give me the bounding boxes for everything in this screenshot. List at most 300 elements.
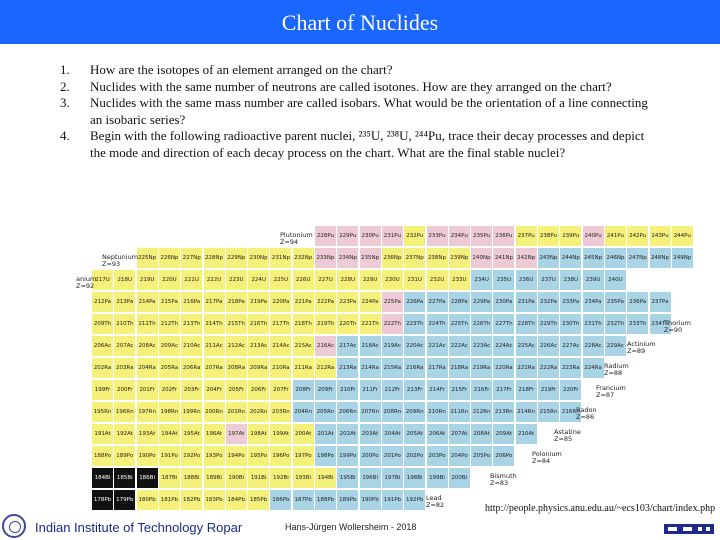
- nuclide-cell-fr-201: 201Fr: [137, 380, 158, 400]
- nuclide-cell-pa-225: 225Pa: [382, 292, 403, 312]
- nuclide-cell-rn-205: 205Rn: [315, 402, 336, 422]
- nuclide-cell-fr-204: 204Fr: [204, 380, 225, 400]
- nuclide-cell-rn-215: 215Rn: [538, 402, 559, 422]
- nuclide-cell-pa-213: 213Pa: [114, 292, 135, 312]
- nuclide-cell-u-218: 218U: [114, 270, 135, 290]
- nuclide-cell-po-190: 190Po: [137, 446, 158, 466]
- nuclide-cell-ra-211: 211Ra: [293, 358, 314, 378]
- nuclide-cell-pu-243: 243Pu: [650, 226, 671, 246]
- nuclide-cell-pu-228: 228Pu: [315, 226, 336, 246]
- nuclide-cell-u-228: 228U: [337, 270, 358, 290]
- nuclide-cell-np-248: 248Np: [650, 248, 671, 268]
- nuclide-cell-at-210: 210At: [516, 424, 537, 444]
- nuclide-cell-th-228: 228Th: [516, 314, 537, 334]
- nuclide-cell-ra-217: 217Ra: [427, 358, 448, 378]
- element-label-line: Z=93: [102, 260, 121, 268]
- nuclide-cell-th-217: 217Th: [270, 314, 291, 334]
- nuclide-cell-pu-242: 242Pu: [627, 226, 648, 246]
- nuclide-cell-bi-185: 185Bi: [114, 468, 135, 488]
- nuclide-cell-ac-210: 210Ac: [181, 336, 202, 356]
- nuclide-cell-pa-234: 234Pa: [583, 292, 604, 312]
- nuclide-cell-bi-186: 186Bi: [137, 468, 158, 488]
- nuclide-cell-pb-185: 185Pb: [248, 490, 269, 510]
- nuclide-cell-ac-215: 215Ac: [293, 336, 314, 356]
- nuclide-cell-th-231: 231Th: [583, 314, 604, 334]
- nuclide-cell-ac-206: 206Ac: [92, 336, 113, 356]
- element-label-line: Francium: [596, 384, 626, 392]
- nuclide-cell-th-232: 232Th: [605, 314, 626, 334]
- nuclide-cell-th-224: 224Th: [427, 314, 448, 334]
- nuclide-cell-np-234: 234Np: [337, 248, 358, 268]
- nuclide-cell-bi-191: 191Bi: [248, 468, 269, 488]
- nuclide-cell-ac-213: 213Ac: [248, 336, 269, 356]
- nuclide-cell-pa-235: 235Pa: [605, 292, 626, 312]
- nuclide-cell-th-222: 222Th: [382, 314, 403, 334]
- nuclide-cell-at-196: 196At: [204, 424, 225, 444]
- nuclide-cell-pb-184: 184Pb: [226, 490, 247, 510]
- question-list: [60, 62, 660, 161]
- element-label-line: anium: [76, 275, 97, 283]
- nuclide-cell-fr-206: 206Fr: [248, 380, 269, 400]
- nuclide-cell-fr-207: 207Fr: [270, 380, 291, 400]
- nuclide-cell-pu-232: 232Pu: [404, 226, 425, 246]
- nuclide-cell-pa-214: 214Pa: [137, 292, 158, 312]
- nuclide-cell-pu-241: 241Pu: [605, 226, 626, 246]
- nuclide-cell-po-198: 198Po: [315, 446, 336, 466]
- nuclide-cell-ra-224: 224Ra: [583, 358, 604, 378]
- nuclide-cell-fr-200: 200Fr: [114, 380, 135, 400]
- nuclide-cell-rn-210: 210Rn: [427, 402, 448, 422]
- nuclide-cell-np-236: 236Np: [382, 248, 403, 268]
- nuclide-cell-po-188: 188Po: [92, 446, 113, 466]
- nuclide-cell-rn-197: 197Rn: [137, 402, 158, 422]
- nuclide-cell-ra-202: 202Ra: [92, 358, 113, 378]
- source-url[interactable]: http://people.physics.anu.edu.au/~ecs103/chart/index.php: [485, 503, 716, 514]
- nuclide-cell-ac-207: 207Ac: [114, 336, 135, 356]
- nuclide-cell-pu-229: 229Pu: [337, 226, 358, 246]
- nuclide-cell-pa-227: 227Pa: [427, 292, 448, 312]
- nuclide-cell-rn-206: 206Rn: [337, 402, 358, 422]
- nuclide-cell-pb-179: 179Pb: [114, 490, 135, 510]
- nuclide-cell-th-216: 216Th: [248, 314, 269, 334]
- iit-ropar-logo: [2, 514, 26, 538]
- element-label-th: [664, 320, 691, 334]
- nuclide-cell-th-219: 219Th: [315, 314, 336, 334]
- nuclide-cell-th-221: 221Th: [360, 314, 381, 334]
- nuclide-cell-po-206: 206Po: [493, 446, 514, 466]
- nuclide-cell-po-193: 193Po: [204, 446, 225, 466]
- nuclide-cell-np-229: 229Np: [226, 248, 247, 268]
- nuclide-cell-np-237: 237Np: [404, 248, 425, 268]
- nuclide-cell-rn-199: 199Rn: [181, 402, 202, 422]
- title-bar: [0, 0, 720, 44]
- nuclide-cell-fr-216: 216Fr: [471, 380, 492, 400]
- nuclide-cell-at-206: 206At: [427, 424, 448, 444]
- element-label-ra: [604, 363, 629, 377]
- nuclide-cell-pa-224: 224Pa: [360, 292, 381, 312]
- nuclide-cell-bi-197: 197Bi: [382, 468, 403, 488]
- nuclide-cell-np-240: 240Np: [471, 248, 492, 268]
- element-label-po: [532, 451, 562, 465]
- nuclide-cell-np-239: 239Np: [449, 248, 470, 268]
- nuclide-cell-th-215: 215Th: [226, 314, 247, 334]
- nuclide-cell-bi-189: 189Bi: [204, 468, 225, 488]
- nuclide-cell-rn-200: 200Rn: [204, 402, 225, 422]
- element-label-line: Neptunium: [102, 253, 139, 261]
- nuclide-cell-rn-209: 209Rn: [404, 402, 425, 422]
- nuclide-cell-po-196: 196Po: [270, 446, 291, 466]
- nuclide-cell-ra-218: 218Ra: [449, 358, 470, 378]
- question-text: How are the isotopes of an element arranged on the chart?: [90, 62, 393, 77]
- nuclide-cell-at-205: 205At: [404, 424, 425, 444]
- nuclide-cell-ac-224: 224Ac: [493, 336, 514, 356]
- nuclide-cell-ac-223: 223Ac: [471, 336, 492, 356]
- nuclide-cell-ac-218: 218Ac: [360, 336, 381, 356]
- nuclide-cell-rn-201: 201Rn: [226, 402, 247, 422]
- nuclide-cell-pa-237: 237Pa: [650, 292, 671, 312]
- nuclide-cell-rn-198: 198Rn: [159, 402, 180, 422]
- nuclide-cell-u-235: 235U: [493, 270, 514, 290]
- nuclide-cell-po-194: 194Po: [226, 446, 247, 466]
- nuclide-cell-ac-228: 228Ac: [583, 336, 604, 356]
- nuclide-cell-fr-208: 208Fr: [293, 380, 314, 400]
- nuclide-cell-u-236: 236U: [516, 270, 537, 290]
- nuclide-cell-fr-202: 202Fr: [159, 380, 180, 400]
- nuclide-cell-np-244: 244Np: [560, 248, 581, 268]
- element-label-np: [102, 254, 138, 268]
- element-label-ac: [627, 341, 656, 355]
- element-label-line: Z=94: [280, 238, 299, 246]
- element-label-line: Z=85: [554, 435, 573, 443]
- slide-title: Chart of Nuclides: [281, 10, 439, 35]
- nuclide-cell-po-199: 199Po: [337, 446, 358, 466]
- element-label-line: Z=82: [426, 501, 445, 509]
- nuclide-cell-fr-205: 205Fr: [226, 380, 247, 400]
- nuclide-cell-at-198: 198At: [248, 424, 269, 444]
- nuclide-cell-ac-219: 219Ac: [382, 336, 403, 356]
- nuclide-cell-ac-220: 220Ac: [404, 336, 425, 356]
- nuclide-cell-th-211: 211Th: [137, 314, 158, 334]
- nuclide-cell-pu-231: 231Pu: [382, 226, 403, 246]
- nuclide-cell-th-210: 210Th: [114, 314, 135, 334]
- nuclide-cell-at-207: 207At: [449, 424, 470, 444]
- nuclide-cell-pa-212: 212Pa: [92, 292, 113, 312]
- nuclide-cell-ra-213: 213Ra: [337, 358, 358, 378]
- nuclide-cell-po-200: 200Po: [360, 446, 381, 466]
- element-label-line: Z=83: [490, 479, 509, 487]
- question-item: [60, 79, 660, 96]
- element-label-line: Plutonium: [280, 231, 313, 239]
- nuclide-cell-pb-181: 181Pb: [159, 490, 180, 510]
- author-year: Hans-Jürgen Wollersheim - 2018: [285, 522, 417, 532]
- nuclide-cell-th-213: 213Th: [181, 314, 202, 334]
- nuclide-cell-ac-211: 211Ac: [204, 336, 225, 356]
- nuclide-cell-pb-183: 183Pb: [204, 490, 225, 510]
- nuclide-cell-np-231: 231Np: [270, 248, 291, 268]
- nuclide-cell-fr-215: 215Fr: [449, 380, 470, 400]
- nuclide-cell-at-201: 201At: [315, 424, 336, 444]
- nuclide-cell-pa-231: 231Pa: [516, 292, 537, 312]
- element-label-line: Polonium: [532, 450, 562, 458]
- nuclide-cell-ra-203: 203Ra: [114, 358, 135, 378]
- nuclide-cell-pa-217: 217Pa: [204, 292, 225, 312]
- nuclide-cell-bi-194: 194Bi: [315, 468, 336, 488]
- question-number: 2.: [60, 78, 70, 94]
- nuclide-cell-ac-214: 214Ac: [270, 336, 291, 356]
- institution-name: Indian Institute of Technology Ropar: [35, 520, 243, 535]
- nuclide-cell-th-212: 212Th: [159, 314, 180, 334]
- nuclide-cell-rn-212: 212Rn: [471, 402, 492, 422]
- question-number: 4.: [60, 128, 70, 143]
- nuclide-cell-ac-225: 225Ac: [516, 336, 537, 356]
- nuclide-cell-np-247: 247Np: [627, 248, 648, 268]
- element-label-line: Z=89: [627, 347, 646, 355]
- nuclide-cell-pu-233: 233Pu: [427, 226, 448, 246]
- nuclide-cell-u-238: 238U: [560, 270, 581, 290]
- nuclide-cell-np-241: 241Np: [493, 248, 514, 268]
- nuclide-cell-pu-240: 240Pu: [583, 226, 604, 246]
- nuclide-cell-pu-234: 234Pu: [449, 226, 470, 246]
- nuclide-cell-rn-207: 207Rn: [360, 402, 381, 422]
- question-text: Nuclides with the same number of neutrons are called isotones. How are they arranged on the chart?: [90, 78, 612, 94]
- nuclide-cell-rn-216: 216Rn: [560, 402, 581, 422]
- nuclide-cell-ac-208: 208Ac: [137, 336, 158, 356]
- nuclide-cell-ra-208: 208Ra: [226, 358, 247, 378]
- nuclide-cell-po-195: 195Po: [248, 446, 269, 466]
- nuclide-cell-th-225: 225Th: [449, 314, 470, 334]
- nuclide-cell-fr-220: 220Fr: [560, 380, 581, 400]
- nuclide-cell-po-197: 197Po: [293, 446, 314, 466]
- nuclide-cell-po-189: 189Po: [114, 446, 135, 466]
- nuclide-cell-fr-219: 219Fr: [538, 380, 559, 400]
- nuclide-cell-ac-216: 216Ac: [315, 336, 336, 356]
- nuclide-cell-np-235: 235Np: [360, 248, 381, 268]
- nuclide-cell-pa-226: 226Pa: [404, 292, 425, 312]
- nuclide-cell-ra-219: 219Ra: [471, 358, 492, 378]
- nuclide-cell-fr-213: 213Fr: [404, 380, 425, 400]
- nuclide-cell-pb-178: 178Pb: [92, 490, 113, 510]
- nuclide-cell-pb-182: 182Pb: [181, 490, 202, 510]
- nuclide-cell-ra-205: 205Ra: [159, 358, 180, 378]
- nuclide-cell-fr-199: 199Fr: [92, 380, 113, 400]
- nuclide-cell-u-220: 220U: [159, 270, 180, 290]
- nuclide-cell-np-245: 245Np: [583, 248, 604, 268]
- nuclide-cell-pb-191: 191Pb: [382, 490, 403, 510]
- question-text: Nuclides with the same mass number are called isobars. What would be the orientation of a line connecting an isobaric series?: [90, 95, 648, 127]
- nuclide-cell-pb-188: 188Pb: [315, 490, 336, 510]
- question-text: Begin with the following radioactive parent nuclei, ²³⁵U, ²³⁸U, ²⁴⁴Pu, trace their decay processes and depict the mode and direction of each decay process on the chart. What are the final stable nuclei?: [90, 128, 645, 160]
- question-item: [60, 95, 660, 128]
- nuclide-cell-rn-202: 202Rn: [248, 402, 269, 422]
- nuclide-cell-pa-228: 228Pa: [449, 292, 470, 312]
- element-label-line: Z=92: [76, 282, 95, 290]
- element-label-line: Z=84: [532, 457, 551, 465]
- nuclide-cell-bi-200: 200Bi: [449, 468, 470, 488]
- nuclide-cell-ac-227: 227Ac: [560, 336, 581, 356]
- nuclide-cell-pa-218: 218Pa: [226, 292, 247, 312]
- nuclide-cell-u-231: 231U: [404, 270, 425, 290]
- nuclide-cell-fr-210: 210Fr: [337, 380, 358, 400]
- nuclide-cell-fr-209: 209Fr: [315, 380, 336, 400]
- nuclide-cell-ra-222: 222Ra: [538, 358, 559, 378]
- nuclide-cell-pa-236: 236Pa: [627, 292, 648, 312]
- question-item: [60, 128, 660, 161]
- nuclide-cell-at-197: 197At: [226, 424, 247, 444]
- nuclide-cell-rn-196: 196Rn: [114, 402, 135, 422]
- nuclide-cell-ra-215: 215Ra: [382, 358, 403, 378]
- nuclide-cell-ra-223: 223Ra: [560, 358, 581, 378]
- nuclide-cell-at-208: 208At: [471, 424, 492, 444]
- element-label-line: Lead: [426, 494, 442, 502]
- nuclide-cell-np-243: 243Np: [538, 248, 559, 268]
- nuclide-cell-pa-222: 222Pa: [315, 292, 336, 312]
- question-item: [60, 62, 660, 79]
- nuclide-cell-bi-198: 198Bi: [404, 468, 425, 488]
- nuclide-cell-u-232: 232U: [427, 270, 448, 290]
- nuclide-cell-u-219: 219U: [137, 270, 158, 290]
- nuclide-cell-pb-180: 180Pb: [137, 490, 158, 510]
- nuclide-cell-np-226: 226Np: [159, 248, 180, 268]
- nuclide-cell-po-205: 205Po: [471, 446, 492, 466]
- element-label-at: [554, 429, 581, 443]
- nuclide-cell-at-194: 194At: [159, 424, 180, 444]
- nuclide-cell-at-199: 199At: [270, 424, 291, 444]
- nuclide-cell-fr-211: 211Fr: [360, 380, 381, 400]
- nuclide-cell-bi-196: 196Bi: [360, 468, 381, 488]
- nuclide-cell-pa-233: 233Pa: [560, 292, 581, 312]
- nuclide-cell-pb-190: 190Pb: [360, 490, 381, 510]
- element-label-u: [76, 276, 96, 290]
- nuclide-cell-rn-211: 211Rn: [449, 402, 470, 422]
- nuclide-cell-u-239: 239U: [583, 270, 604, 290]
- nuclide-cell-pb-192: 192Pb: [404, 490, 425, 510]
- nuclide-cell-ra-221: 221Ra: [516, 358, 537, 378]
- nuclide-cell-bi-199: 199Bi: [427, 468, 448, 488]
- nuclide-cell-at-192: 192At: [114, 424, 135, 444]
- nuclide-cell-po-202: 202Po: [404, 446, 425, 466]
- element-label-rn: [576, 407, 597, 421]
- nuclide-cell-po-203: 203Po: [427, 446, 448, 466]
- nuclide-cell-at-204: 204At: [382, 424, 403, 444]
- element-label-line: Z=90: [664, 326, 683, 334]
- nuclide-cell-pu-235: 235Pu: [471, 226, 492, 246]
- nuclide-cell-pu-236: 236Pu: [493, 226, 514, 246]
- element-label-line: Z=87: [596, 391, 615, 399]
- nuclide-cell-at-209: 209At: [493, 424, 514, 444]
- nuclide-cell-rn-213: 213Rn: [493, 402, 514, 422]
- element-label-line: Radium: [604, 362, 629, 370]
- nuclide-cell-u-240: 240U: [605, 270, 626, 290]
- nuclide-cell-th-218: 218Th: [293, 314, 314, 334]
- nuclide-cell-pu-239: 239Pu: [560, 226, 581, 246]
- nuclide-cell-fr-203: 203Fr: [181, 380, 202, 400]
- nuclide-cell-bi-184: 184Bi: [92, 468, 113, 488]
- element-label-line: Thorium: [664, 319, 691, 327]
- nuclide-cell-th-209: 209Th: [92, 314, 113, 334]
- nuclide-cell-pu-238: 238Pu: [538, 226, 559, 246]
- gsi-logo: [664, 522, 714, 536]
- nuclide-cell-th-214: 214Th: [204, 314, 225, 334]
- element-label-bi: [490, 473, 517, 487]
- nuclide-cell-th-223: 223Th: [404, 314, 425, 334]
- nuclide-cell-np-238: 238Np: [427, 248, 448, 268]
- nuclide-cell-ac-229: 229Ac: [605, 336, 626, 356]
- nuclide-cell-at-200: 200At: [293, 424, 314, 444]
- element-label-line: Z=88: [604, 369, 623, 377]
- nuclide-cell-u-226: 226U: [293, 270, 314, 290]
- nuclide-cell-np-232: 232Np: [293, 248, 314, 268]
- nuclide-cell-bi-193: 193Bi: [293, 468, 314, 488]
- nuclide-cell-rn-214: 214Rn: [516, 402, 537, 422]
- nuclide-cell-fr-214: 214Fr: [427, 380, 448, 400]
- nuclide-cell-po-192: 192Po: [181, 446, 202, 466]
- nuclide-cell-rn-208: 208Rn: [382, 402, 403, 422]
- nuclide-cell-fr-212: 212Fr: [382, 380, 403, 400]
- question-number: 1.: [60, 62, 70, 77]
- nuclide-cell-ra-220: 220Ra: [493, 358, 514, 378]
- nuclide-cell-pa-215: 215Pa: [159, 292, 180, 312]
- nuclide-cell-at-193: 193At: [137, 424, 158, 444]
- nuclide-cell-pa-230: 230Pa: [493, 292, 514, 312]
- nuclide-cell-bi-188: 188Bi: [181, 468, 202, 488]
- nuclide-cell-np-225: 225Np: [137, 248, 158, 268]
- nuclide-cell-u-223: 223U: [226, 270, 247, 290]
- nuclide-cell-np-246: 246Np: [605, 248, 626, 268]
- nuclide-cell-u-229: 229U: [360, 270, 381, 290]
- nuclide-cell-pa-216: 216Pa: [181, 292, 202, 312]
- nuclide-cell-bi-195: 195Bi: [337, 468, 358, 488]
- nuclide-cell-pa-220: 220Pa: [270, 292, 291, 312]
- question-number: 3.: [60, 95, 70, 110]
- nuclide-cell-pu-237: 237Pu: [516, 226, 537, 246]
- nuclide-cell-u-233: 233U: [449, 270, 470, 290]
- nuclide-cell-th-234: 234Th: [650, 314, 671, 334]
- nuclide-cell-pu-244: 244Pu: [672, 226, 693, 246]
- nuclide-cell-pa-232: 232Pa: [538, 292, 559, 312]
- element-label-line: Z=86: [576, 413, 595, 421]
- nuclide-cell-np-242: 242Np: [516, 248, 537, 268]
- nuclide-cell-u-234: 234U: [471, 270, 492, 290]
- element-label-line: Bismuth: [490, 472, 517, 480]
- nuclide-cell-po-204: 204Po: [449, 446, 470, 466]
- nuclide-cell-ra-214: 214Ra: [360, 358, 381, 378]
- nuclide-cell-ra-212: 212Ra: [315, 358, 336, 378]
- nuclide-cell-pa-223: 223Pa: [337, 292, 358, 312]
- nuclide-cell-po-201: 201Po: [382, 446, 403, 466]
- nuclide-cell-bi-187: 187Bi: [159, 468, 180, 488]
- nuclide-cell-pa-219: 219Pa: [248, 292, 269, 312]
- nuclide-cell-at-191: 191At: [92, 424, 113, 444]
- element-label-line: Actinium: [627, 340, 656, 348]
- nuclide-cell-th-230: 230Th: [560, 314, 581, 334]
- nuclide-cell-at-195: 195At: [181, 424, 202, 444]
- nuclide-cell-ra-210: 210Ra: [270, 358, 291, 378]
- nuclide-cell-bi-192: 192Bi: [270, 468, 291, 488]
- nuclide-cell-ra-207: 207Ra: [204, 358, 225, 378]
- nuclide-cell-at-202: 202At: [337, 424, 358, 444]
- nuclide-cell-u-230: 230U: [382, 270, 403, 290]
- nuclide-cell-th-226: 226Th: [471, 314, 492, 334]
- nuclide-cell-u-237: 237U: [538, 270, 559, 290]
- nuclide-cell-po-191: 191Po: [159, 446, 180, 466]
- element-label-line: Astatine: [554, 428, 581, 436]
- nuclide-cell-rn-195: 195Rn: [92, 402, 113, 422]
- nuclide-cell-th-233: 233Th: [627, 314, 648, 334]
- element-label-pu: [280, 232, 313, 246]
- nuclide-cell-rn-204: 204Rn: [293, 402, 314, 422]
- nuclide-cell-ra-206: 206Ra: [181, 358, 202, 378]
- nuclide-cell-u-221: 221U: [181, 270, 202, 290]
